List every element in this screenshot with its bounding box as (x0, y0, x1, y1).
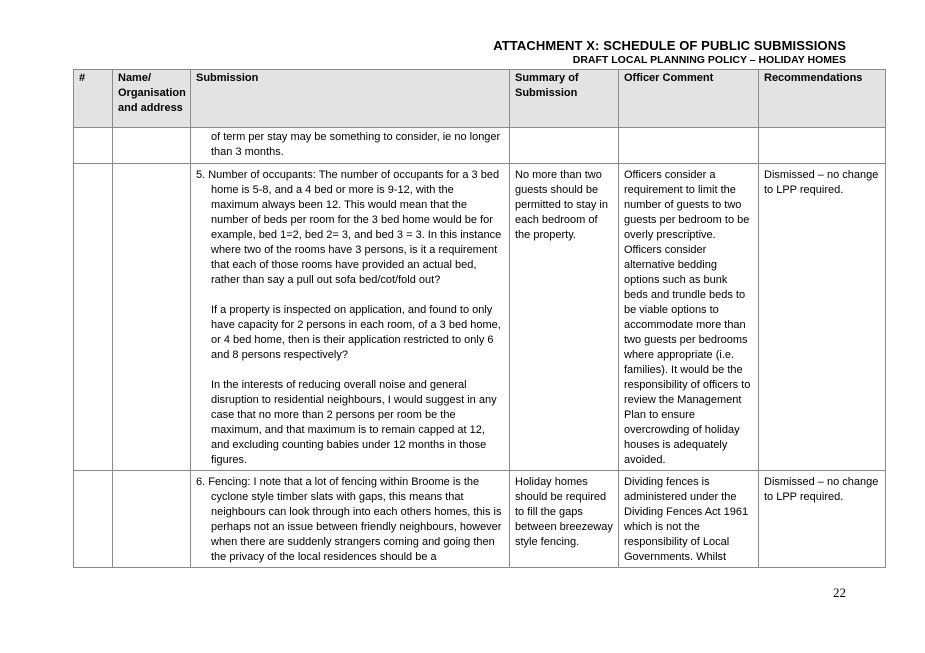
cell-recommendation (759, 128, 886, 164)
submission-paragraph: of term per stay may be something to consider, ie no longer than 3 months. (211, 131, 501, 158)
cell-submission (191, 471, 510, 568)
cell-summary: No more than two guests should be permitted to stay in each bedroom of the property. (510, 164, 619, 471)
cell-summary (510, 128, 619, 164)
cell-number (74, 128, 113, 164)
column-header-summary: Summary of Submission (510, 70, 619, 128)
cell-officer-comment: Dividing fences is administered under the Dividing Fences Act 1961 which is not the responsibility of Local Governments. Whilst (619, 471, 759, 568)
cell-summary: Holiday homes should be required to fill the gaps between breezeway style fencing. (510, 471, 619, 568)
cell-submission (191, 128, 510, 164)
document-title: ATTACHMENT X: SCHEDULE OF PUBLIC SUBMISSIONS (493, 38, 846, 53)
cell-submission (191, 164, 510, 471)
cell-name (113, 128, 191, 164)
cell-recommendation: Dismissed – no change to LPP required. (759, 164, 886, 471)
column-header-officer-comment: Officer Comment (619, 70, 759, 128)
table-row (74, 471, 886, 568)
column-header-number: # (74, 70, 113, 128)
submission-paragraph: 5. Number of occupants: The number of occupants for a 3 bed home is 5-8, and a 4 bed or more is 9-12, with the maximum always been 12. This would mean that the number of beds per room for the 3 bed home would be for example, bed 1=2, bed 2= 3, and bed 3 = 3. In this instance where two of the rooms have 3 persons, is it a requirement that each of those rooms have provided an actual bed, rather than say a pull out sofa bed/cot/fold out? (196, 169, 502, 286)
cell-name (113, 471, 191, 568)
cell-number (74, 164, 113, 471)
column-header-submission: Submission (191, 70, 510, 128)
submission-paragraph: In the interests of reducing overall noise and general disruption to residential neighbours, I would suggest in any case that no more than 2 persons per room be the maximum, and that maximum is to remain capped at 12, and excluding counting babies under 12 months in those figures. (211, 379, 497, 466)
table-row (74, 164, 886, 471)
submission-paragraph: 6. Fencing: I note that a lot of fencing within Broome is the cyclone style timber slats with gaps, this means that neighbours can look through into each others homes, this is perhaps not an issue between friendly neighbours, however when there are suddenly strangers coming and going then the privacy of the local residences should be a (196, 476, 502, 563)
column-header-name: Name/ Organisation and address (113, 70, 191, 128)
table-row (74, 128, 886, 164)
column-header-recommendations: Recommendations (759, 70, 886, 128)
table-header-row (74, 70, 886, 128)
cell-recommendation: Dismissed – no change to LPP required. (759, 471, 886, 568)
submission-paragraph: If a property is inspected on application, and found to only have capacity for 2 persons in each room, of a 3 bed home, or 4 bed home, then is their application restricted to only 6 and 8 persons respectively? (211, 304, 501, 361)
cell-officer-comment (619, 128, 759, 164)
cell-name (113, 164, 191, 471)
cell-officer-comment: Officers consider a requirement to limit the number of guests to two guests per bedroom to be overly prescriptive. Officers consider alternative bedding options such as bunk beds and trundle beds to be viable options to accommodate more than two guests per bedrooms where appropriate (i.e. families). It would be the responsibility of officers to review the Management Plan to ensure overcrowding of holiday houses is adequately avoided. (619, 164, 759, 471)
submissions-table (73, 69, 886, 568)
page-number: 22 (833, 585, 846, 600)
cell-number (74, 471, 113, 568)
document-subtitle: DRAFT LOCAL PLANNING POLICY – HOLIDAY HOMES (572, 54, 846, 66)
